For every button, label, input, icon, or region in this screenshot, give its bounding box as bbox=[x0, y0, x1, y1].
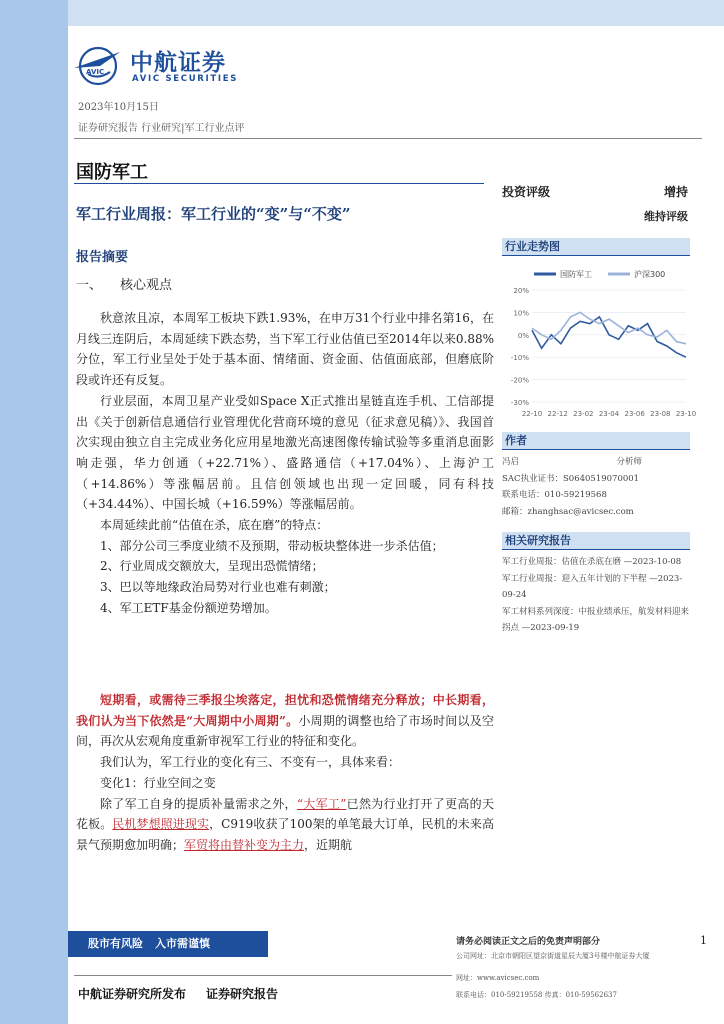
x-tick-label: 23-02 bbox=[573, 410, 594, 418]
x-tick-label: 23-06 bbox=[624, 410, 645, 418]
x-tick-label: 23-08 bbox=[650, 410, 671, 418]
avic-logo bbox=[70, 44, 126, 86]
top-decorative-strip bbox=[68, 0, 724, 26]
risk-text: 股市有风险 bbox=[88, 937, 143, 950]
trend-chart bbox=[502, 262, 697, 422]
y-tick-label: 10% bbox=[513, 309, 529, 318]
list-item: 4、军工ETF基金份额逆势增加。 bbox=[100, 600, 277, 615]
footer-web[interactable]: 网址：www.avicsec.com bbox=[456, 974, 540, 982]
footer-phone: 联系电话：010-59219558 传真：010-59562637 bbox=[456, 991, 617, 999]
disclaimer: 请务必阅读正文之后的免责声明部分 bbox=[456, 937, 601, 947]
divider bbox=[74, 975, 452, 976]
highlight-text: 军贸将由替补变为主力 bbox=[184, 837, 305, 852]
body-text bbox=[76, 308, 494, 619]
y-tick-label: -10% bbox=[510, 354, 529, 363]
analyst-title: 分析师 bbox=[616, 457, 642, 467]
divider bbox=[74, 138, 702, 139]
publisher bbox=[78, 985, 298, 1002]
trend-heading: 行业走势图 bbox=[502, 238, 690, 256]
brand-name-en: AVIC SECURITIES bbox=[132, 74, 239, 84]
sector-title: 国防军工 bbox=[76, 162, 148, 183]
paragraph bbox=[76, 794, 494, 856]
analyst-email[interactable]: 邮箱：zhanghsac@avicsec.com bbox=[502, 506, 634, 517]
y-tick-label: -30% bbox=[510, 399, 529, 407]
report-date: 2023年10月15日 bbox=[78, 102, 159, 113]
paragraph-text: 小周期的调整也给了市场时间以及空间，再次从宏观角度重新审视军工行业的特征和变化。 bbox=[76, 713, 494, 749]
paragraph: 行业层面，本周卫星产业受如Space X正式推出星链直连手机、工信部提出《关于创新信息通信行业管理优化营商环境的意见（征求意见稿）》、我国首次实现由独立自主完成业务化应用星地激光高速图像传输试验等多重消息面影响走强，华力创通（+22.71%）、盛路通信（+17.04%）、上海沪工（+14.86%）等涨幅居前。且信创领域也出现一定回暖，同有科技（+34.44%）、中国长城（+16.59%）等涨幅居前。 bbox=[76, 393, 494, 512]
x-tick-label: 22-10 bbox=[521, 410, 543, 418]
x-tick-label: 22-12 bbox=[547, 410, 568, 418]
paragraph: 秋意浓且凉，本周军工板块下跌1.93%，在申万31个行业中排名第16，在月线三连阴后，本周延续下跌态势，当下军工行业估值已至2014年以来0.88%分位，军工行业呈处于处于基本面、情绪面、资金面、估值面底部，但磨底阶段或许还有反复。 bbox=[76, 311, 494, 388]
section-number: 一、 bbox=[76, 278, 103, 293]
rating-label: 投资评级 bbox=[502, 185, 551, 199]
y-tick-label: 0% bbox=[517, 331, 529, 340]
analyst-name: 冯启 bbox=[502, 457, 520, 467]
list-item: 1、部分公司三季度业绩不及预期，带动板块整体进一步杀估值； bbox=[100, 538, 444, 553]
breadcrumb: 证券研究报告 行业研究|军工行业点评 bbox=[78, 123, 245, 134]
analyst-phone: 联系电话：010-59219568 bbox=[502, 490, 607, 500]
y-tick-label: -20% bbox=[510, 376, 529, 385]
related-reports bbox=[502, 554, 692, 637]
rating-value: 增持 bbox=[663, 185, 688, 199]
related-heading: 相关研究报告 bbox=[502, 532, 690, 550]
section-label: 核心观点 bbox=[120, 278, 173, 293]
paragraph-text: ，近期航 bbox=[304, 837, 353, 852]
report-title: 军工行业周报：军工行业的“变”与“不变” bbox=[76, 205, 351, 223]
paragraph-text: 除了军工自身的提质补量需求之外， bbox=[100, 796, 297, 811]
body-text-lower bbox=[76, 690, 494, 856]
paragraph-text: ，C919收获了100架的单笔最大订单，民机的未来高景气预期愈加明确； bbox=[76, 817, 494, 852]
list-item: 3、巴以等地缘政治局势对行业也难有刺激； bbox=[100, 580, 336, 595]
left-decorative-band bbox=[0, 0, 68, 1024]
analyst-sac: SAC执业证书：S0640519070001 bbox=[502, 473, 640, 484]
related-report-link[interactable]: 军工材料系列深度：中报业绩承压，航发材料迎来拐点 —2023-09-19 bbox=[502, 606, 690, 633]
highlight-text: “大军工” bbox=[296, 796, 347, 811]
paragraph: 本周延续此前“估值在杀，底在磨”的特点： bbox=[100, 518, 329, 533]
brand-name-cn: 中航证券 bbox=[130, 50, 226, 76]
risk-text: 入市需谨慎 bbox=[155, 937, 210, 950]
x-tick-label: 23-10 bbox=[675, 410, 697, 418]
highlight-text: 短期看，或需待三季报尘埃落定，担忧和恐慌情绪充分释放；中长期看，我们认为当下依然是“大周期中小周期”。 bbox=[76, 693, 494, 728]
legend-label: 沪深300 bbox=[634, 270, 666, 279]
paragraph: 我们认为，军工行业的变化有三、不变有一，具体来看： bbox=[100, 755, 401, 770]
publisher-type: 证券研究报告 bbox=[206, 987, 279, 1001]
paragraph: 变化1：行业空间之变 bbox=[100, 775, 216, 790]
risk-banner bbox=[68, 931, 268, 957]
y-tick-label: 20% bbox=[513, 287, 529, 295]
analyst-heading: 作者 bbox=[502, 432, 690, 450]
highlight-text: 民机梦想照进现实 bbox=[112, 817, 210, 832]
section-heading bbox=[76, 274, 172, 293]
legend-label: 国防军工 bbox=[560, 270, 592, 279]
footer-address: 公司网址：北京市朝阳区望京街道星辰大厦3号楼中航证券大厦 bbox=[456, 952, 650, 960]
divider bbox=[74, 183, 484, 184]
analyst-info bbox=[502, 454, 692, 520]
logo-text: AVIC bbox=[86, 68, 105, 76]
rating-sub: 维持评级 bbox=[644, 210, 688, 223]
related-report-link[interactable]: 军工行业周报：迎入五年计划的下半程 —2023-09-24 bbox=[502, 573, 683, 600]
paragraph bbox=[76, 690, 494, 752]
publisher-name: 中航证券研究所发布 bbox=[78, 987, 187, 1001]
x-tick-label: 23-04 bbox=[598, 410, 620, 418]
list-item: 2、行业周成交额放大，呈现出恐慌情绪； bbox=[100, 559, 324, 574]
page-number: 1 bbox=[700, 934, 707, 947]
abstract-heading: 报告摘要 bbox=[76, 250, 129, 265]
paragraph-text: 已然为行业打开了更高的天花板。 bbox=[76, 796, 494, 832]
related-report-link[interactable]: 军工行业周报：估值在杀底在磨 —2023-10-08 bbox=[502, 557, 682, 567]
